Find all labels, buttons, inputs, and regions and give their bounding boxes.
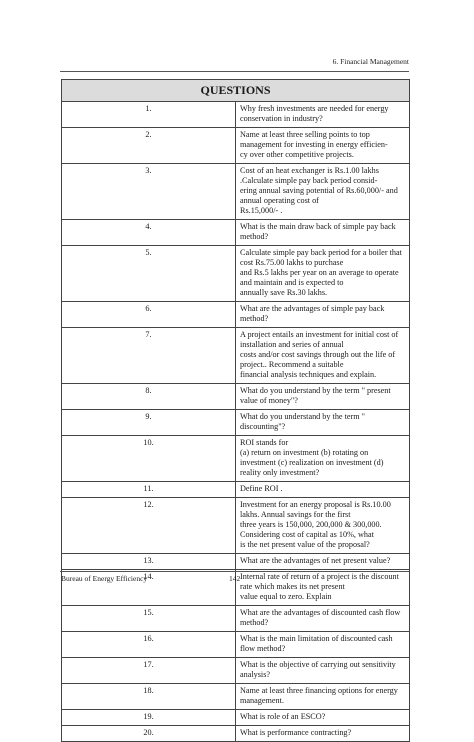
question-number: 4. bbox=[62, 220, 236, 246]
question-number: 13. bbox=[62, 554, 236, 570]
table-row bbox=[62, 632, 410, 658]
question-text: What are the advantages of simple pay back method? bbox=[236, 302, 410, 328]
question-rows bbox=[62, 102, 410, 742]
question-number: 1. bbox=[62, 102, 236, 128]
running-header: 6. Financial Management bbox=[332, 57, 409, 66]
page-number: 142 bbox=[229, 574, 241, 583]
table-row bbox=[62, 710, 410, 726]
question-text: A project entails an investment for initial cost of installation and series of annual costs and/or cost savings through out the life of project.. Recommend a suitable financial analysis techniques and explain. bbox=[236, 328, 410, 384]
table-row bbox=[62, 220, 410, 246]
question-number: 6. bbox=[62, 302, 236, 328]
table-row bbox=[62, 164, 410, 220]
table-row bbox=[62, 128, 410, 164]
question-number: 18. bbox=[62, 684, 236, 710]
question-text: What are the advantages of net present value? bbox=[236, 554, 410, 570]
question-text: What is role of an ESCO? bbox=[236, 710, 410, 726]
table-row bbox=[62, 726, 410, 742]
question-text: Calculate simple pay back period for a boiler that cost Rs.75.00 lakhs to purchase and Rs.5 lakhs per year on an average to operate and maintain and is expected to annually save Rs.30 lakhs. bbox=[236, 246, 410, 302]
question-text: Investment for an energy proposal is Rs.10.00 lakhs. Annual savings for the first three years is 150,000, 200,000 & 300,000. Considering cost of capital as 10%, what is the net present value of the proposal? bbox=[236, 498, 410, 554]
question-text: What is the main draw back of simple pay back method? bbox=[236, 220, 410, 246]
table-row bbox=[62, 246, 410, 302]
table-row bbox=[62, 606, 410, 632]
question-number: 3. bbox=[62, 164, 236, 220]
table-row bbox=[62, 554, 410, 570]
footer-rule bbox=[60, 571, 409, 572]
question-number: 20. bbox=[62, 726, 236, 742]
header-rule bbox=[60, 71, 409, 72]
table-row bbox=[62, 328, 410, 384]
questions-table bbox=[61, 79, 410, 742]
table-row bbox=[62, 410, 410, 436]
question-number: 19. bbox=[62, 710, 236, 726]
question-number: 12. bbox=[62, 498, 236, 554]
question-text: Why fresh investments are needed for energy conservation in industry? bbox=[236, 102, 410, 128]
question-number: 11. bbox=[62, 482, 236, 498]
question-text: Internal rate of return of a project is the discount rate which makes its net present value equal to zero. Explain bbox=[236, 570, 410, 606]
question-number: 14. bbox=[62, 570, 236, 606]
question-text: What are the advantages of discounted cash flow method? bbox=[236, 606, 410, 632]
table-row bbox=[62, 302, 410, 328]
table-row bbox=[62, 436, 410, 482]
question-number: 15. bbox=[62, 606, 236, 632]
question-number: 16. bbox=[62, 632, 236, 658]
question-number: 8. bbox=[62, 384, 236, 410]
table-title: QUESTIONS bbox=[62, 80, 410, 102]
question-text: What is the objective of carrying out sensitivity analysis? bbox=[236, 658, 410, 684]
question-number: 7. bbox=[62, 328, 236, 384]
question-text: ROI stands for (a) return on investment (b) rotating on investment (c) realization on investment (d) reality only investment? bbox=[236, 436, 410, 482]
question-text: Name at least three financing options for energy management. bbox=[236, 684, 410, 710]
question-number: 9. bbox=[62, 410, 236, 436]
table-row bbox=[62, 102, 410, 128]
question-text: What is performance contracting? bbox=[236, 726, 410, 742]
footer-publisher: Bureau of Energy Efficiency bbox=[61, 574, 148, 583]
question-text: Define ROI . bbox=[236, 482, 410, 498]
question-number: 10. bbox=[62, 436, 236, 482]
question-number: 2. bbox=[62, 128, 236, 164]
question-text: Name at least three selling points to top management for investing in energy efficien- cy over other competitive projects. bbox=[236, 128, 410, 164]
table-row bbox=[62, 384, 410, 410]
table-row bbox=[62, 482, 410, 498]
question-text: What do you understand by the term " present value of money"? bbox=[236, 384, 410, 410]
table-row bbox=[62, 684, 410, 710]
question-text: What is the main limitation of discounted cash flow method? bbox=[236, 632, 410, 658]
table-row bbox=[62, 658, 410, 684]
table-row bbox=[62, 498, 410, 554]
question-number: 17. bbox=[62, 658, 236, 684]
question-number: 5. bbox=[62, 246, 236, 302]
question-text: What do you understand by the term " discounting"? bbox=[236, 410, 410, 436]
question-text: Cost of an heat exchanger is Rs.1.00 lakhs .Calculate simple pay back period consid- ering annual saving potential of Rs.60,000/- and annual operating cost of Rs.15,000/- . bbox=[236, 164, 410, 220]
